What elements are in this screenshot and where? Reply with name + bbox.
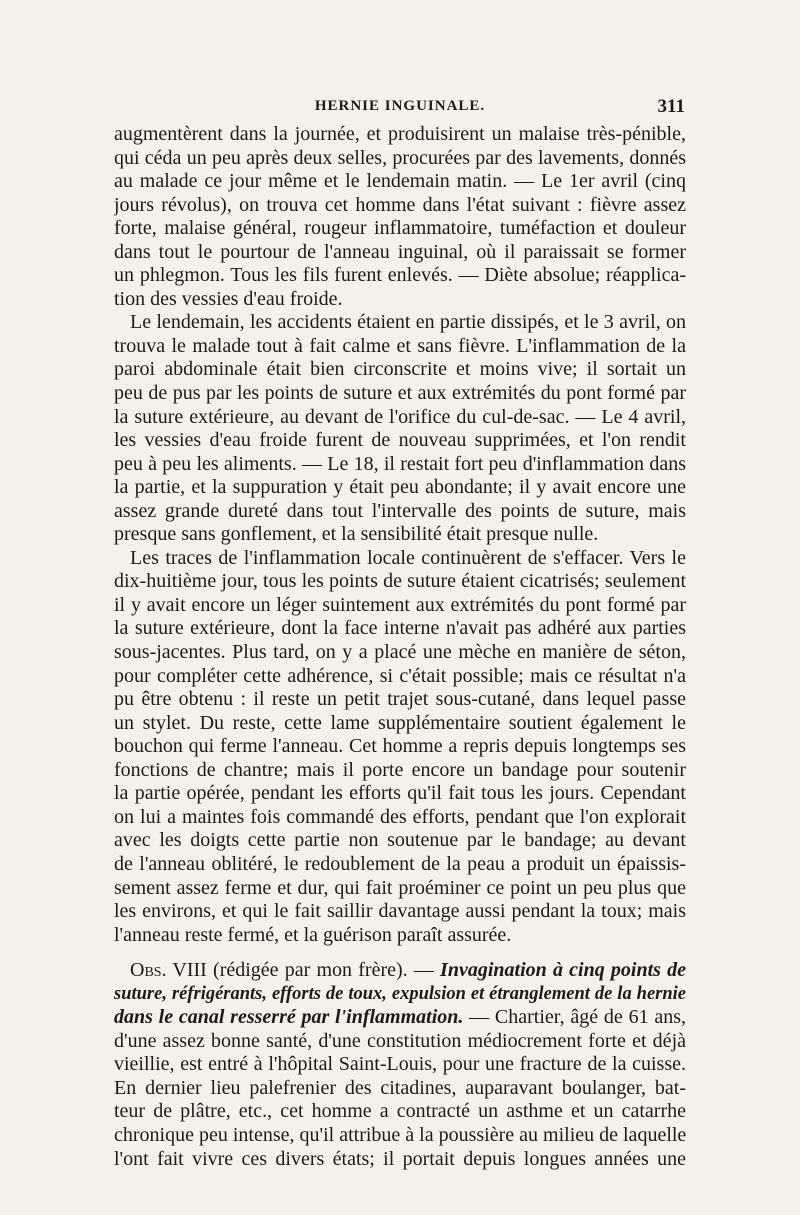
text-line [114,983,686,1007]
text-line: pu être obtenu : il reste un petit trajet sous-cutané, dans lequel passe [114,688,686,711]
text-fragment: — Chartier, âgé de 61 ans, [463,1006,686,1029]
text-line: un stylet. Du reste, cette lame supplémentaire soutient également le [114,711,686,734]
text-line: les vessies d'eau froide furent de nouveau supprimées, et l'on rendit [114,429,686,452]
text-line: la suture extérieure, dont la face interne n'avait pas adhéré aux parties [114,617,686,640]
text-line: tion des vessies d'eau froide. [114,287,343,310]
text-line: jours révolus), on trouva cet homme dans l'état suivant : fièvre assez [114,193,686,216]
text-line: augmentèrent dans la journée, et produisirent un malaise très-pénible, [114,123,686,145]
observation-viii [114,959,686,1171]
text-line: presque sans gonflement, et la sensibilité était presque nulle. [114,523,599,546]
text-line: on lui a maintes fois commandé des efforts, pendant que l'on explorait [114,805,686,828]
text-line: qui céda un peu après deux selles, procurées par des lavements, donnés [114,146,686,169]
text-line: trouva le malade tout à fait calme et sans fièvre. L'inflammation de la [114,334,686,357]
text-line: bouchon qui ferme l'anneau. Cet homme a repris depuis longtemps ses [114,735,686,758]
text-line: dix-huitième jour, tous les points de suture étaient cicatrisés; seulement [114,570,686,593]
running-title: HERNIE INGUINALE. [314,98,486,114]
body-text [114,123,686,1171]
paragraph-1 [114,123,686,311]
text-line: fonctions de chantre; mais il porte encore un bandage pour soutenir [114,758,686,781]
observation-heading-line [114,959,686,983]
observation-title: suture, réfrigérants, efforts de toux, expulsion et étranglement de la hernie [114,983,686,1004]
observation-title: dans le canal resserré par l'inflammation. [114,1006,464,1029]
text-line: il y avait encore un léger suintement aux extrémités du pont formé par [114,593,686,616]
text-line: En dernier lieu palefrenier des citadines, auparavant boulanger, bat- [114,1076,686,1099]
text-line: de l'anneau oblitéré, le redoublement de la peau a produit un épaissis- [114,852,686,875]
text-line: peu de pus par les points de suture et aux extrémités du pont formé par [114,382,686,405]
text-line: sous-jacentes. Plus tard, on y a placé une mèche en manière de séton, [114,641,686,664]
text-line: l'anneau reste fermé, et la guérison paraît assurée. [114,923,512,946]
text-line: la suture extérieure, au devant de l'orifice du cul-de-sac. — Le 4 avril, [114,405,686,428]
text-line: sement assez ferme et dur, qui fait proéminer ce point un peu plus que [114,876,686,899]
text-line: pour compléter cette adhérence, si c'était possible; mais ce résultat n'a [114,664,686,687]
text-line: teur de plâtre, etc., cet homme a contracté un asthme et un catarrhe [114,1100,686,1123]
text-line: peu à peu les aliments. — Le 18, il restait fort peu d'inflammation dans [114,452,686,475]
text-line: paroi abdominale était bien circonscrite et moins vive; il sortait un [114,358,686,381]
text-line: chronique peu intense, qu'il attribue à la poussière au milieu de laquelle [114,1123,686,1146]
text-line: avec les doigts cette partie non soutenue par le bandage; au devant [114,829,686,852]
text-line: vieillie, est entré à l'hôpital Saint-Louis, pour une fracture de la cuisse. [114,1053,686,1076]
text-line: Les traces de l'inflammation locale continuèrent de s'effacer. Vers le [130,546,686,569]
text-line: un phlegmon. Tous les fils furent enlevés. — Diète absolue; réapplica- [114,264,686,287]
text-line: Le lendemain, les accidents étaient en partie dissipés, et le 3 avril, on [130,311,686,334]
paragraph-3 [114,547,686,947]
text-line: la partie opérée, pendant les efforts qu'il fait tous les jours. Cependant [114,782,686,805]
text-line: les environs, et qui le fait saillir davantage aussi pendant la toux; mais [114,900,686,923]
paragraph-2 [114,311,686,546]
observation-author: (rédigée par mon frère). — [206,959,441,982]
text-line: assez grande dureté dans tout l'intervalle des points de suture, mais [114,499,686,522]
text-line: au malade ce jour même et le lendemain matin. — Le 1er avril (cinq [114,170,686,193]
text-line: dans tout le pourtour de l'anneau inguinal, où il paraissait se former [114,240,686,263]
text-line: l'ont fait vivre ces divers états; il portait depuis longues années une [114,1147,686,1170]
page-header [115,96,685,120]
paragraph-gap [114,947,686,959]
text-line: d'une assez bonne santé, d'une constitution médiocrement forte et déjà [114,1029,686,1052]
observation-title: Invagination à cinq points de [440,959,686,982]
text-line: forte, malaise général, rougeur inflammatoire, tuméfaction et douleur [114,217,686,240]
text-line [114,1006,686,1030]
page-number: 311 [657,96,685,117]
observation-label: Obs. VIII [130,959,207,982]
text-line: la partie, et la suppuration y était peu abondante; il y avait encore une [114,476,686,499]
